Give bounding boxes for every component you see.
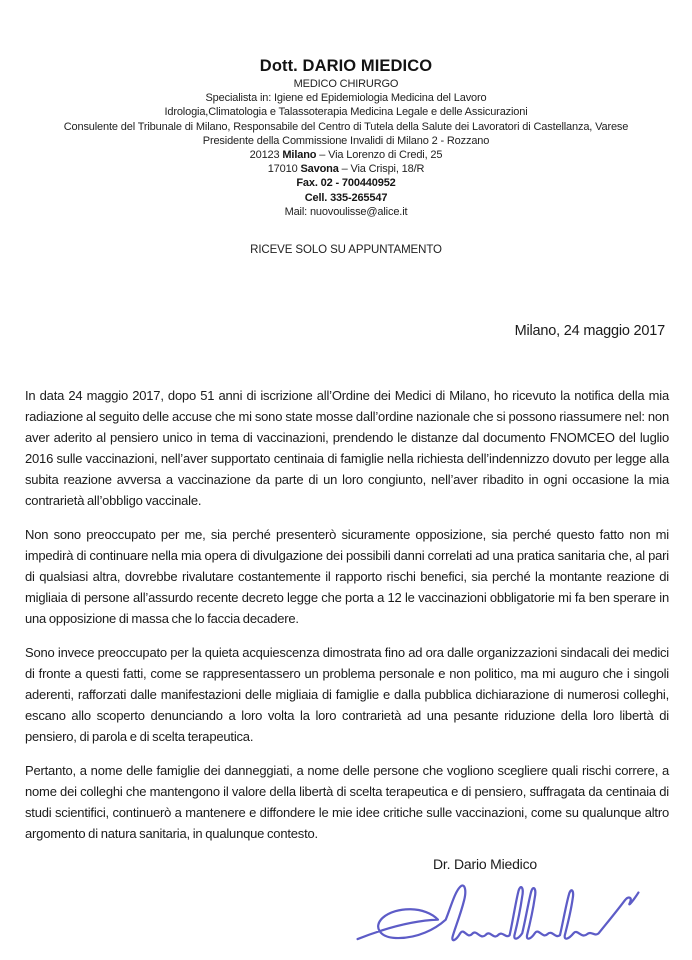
doctor-name: Dott. DARIO MIEDICO <box>259 57 433 75</box>
signature-name: Dr. Dario Miedico <box>433 856 537 873</box>
signature-ink-icon <box>348 879 648 960</box>
address-zip: 17010 <box>267 163 301 176</box>
paragraph-radiation-notice: In data 24 maggio 2017, dopo 51 anni di iscrizione all’Ordine dei Medici di Milano, ho ricevuto la notifica della mia radiazione al seguito delle accuse che mi sono state mosse dall’ordine nazionale che si possono riassumere nel: non aver aderito al pensiero unico in tema di vaccinazioni, prendendo le distanze dal documento FNOMCEO del luglio 2016 sulle vaccinazioni, nell’aver supportato centinaia di famiglie nella richiesta dell’indennizzo dovuto per legge alla subita reazione avversa a vaccinazione da parte di un loro congiunto, nell’aver ribadito in ogni occasione la mia contrarietà all’obbligo vaccinale. <box>25 388 669 509</box>
letterhead-role-line: Consulente del Tribunale di Milano, Responsabile del Centro di Tutela della Salute dei Lavoratori di Castellanza, Varese <box>63 120 629 133</box>
fax-number: Fax. 02 - 700440952 <box>296 177 396 190</box>
appointment-notice: RICEVE SOLO SU APPUNTAMENTO <box>250 244 442 257</box>
letterhead-specialties-line: Idrologia,Climatologia e Talassoterapia Medicina Legale e delle Assicurazioni <box>164 106 528 119</box>
address-city: Milano <box>282 149 317 162</box>
letter-body <box>25 385 669 844</box>
address-street: – Via Crispi, 18/R <box>338 163 425 176</box>
paragraph-worried-acquiescence: Sono invece preoccupato per la quieta acquiescenza dimostrata fino ad ora dalle organizzazioni sindacali dei medici di fronte a questi fatti, come se rappresentassero un problema personale e non politico, ma mi auguro che i singoli aderenti, rafforzati dalle manifestazioni delle migliaia di famiglie e dalla pubblica dichiarazione di numerosi colleghi, escano allo scoperto denunciando a loro volta la loro contrarietà ad una pesante riduzione della loro libertà di pensiero, di parola e di scelta terapeutica. <box>25 645 669 745</box>
cell-number: Cell. 335-265547 <box>304 191 388 204</box>
address-city: Savona <box>300 163 339 176</box>
letterhead-specialties-line: Specialista in: Igiene ed Epidemiologia Medicina del Lavoro <box>205 92 487 105</box>
email-address: Mail: nuovoulisse@alice.it <box>284 205 408 218</box>
doctor-title: MEDICO CHIRURGO <box>293 78 399 90</box>
address-savona <box>0 162 692 176</box>
address-street: – Via Lorenzo di Credi, 25 <box>316 149 443 162</box>
address-milano <box>0 148 692 162</box>
dateline: Milano, 24 maggio 2017 <box>514 323 665 340</box>
paragraph-not-worried: Non sono preoccupato per me, sia perché presenterò sicuramente opposizione, sia perché questo fatto non mi impedirà di continuare nella mia opera di divulgazione dei possibili danni correlati ad una pratica sanitaria che, al pari di qualsiasi altra, dovrebbe rivalutare costantemente il rapporto rischi benefici, sia perché la montante reazione di migliaia di persone all’assurdo recente decreto legge che porta a 12 le vaccinazioni obbligatorie mi fa ben sperare in una opposizione di massa che lo faccia decadere. <box>25 527 669 627</box>
handwritten-signature <box>348 879 648 960</box>
paragraph-conclusion: Pertanto, a nome delle famiglie dei danneggiati, a nome delle persone che vogliono scegliere quali rischi correre, a nome dei colleghi che mantengono il valore della libertà di scelta terapeutica e di pensiero, suffragata da centinaia di studi scientifici, continuerò a mantenere e diffondere le mie idee critiche sulle vaccinazioni, come su qualunque altro argomento di natura sanitaria, in qualunque contesto. <box>25 763 669 842</box>
address-zip: 20123 <box>249 149 283 162</box>
letterhead-role-line: Presidente della Commissione Invalidi di Milano 2 - Rozzano <box>202 134 490 147</box>
letterhead <box>0 0 692 257</box>
